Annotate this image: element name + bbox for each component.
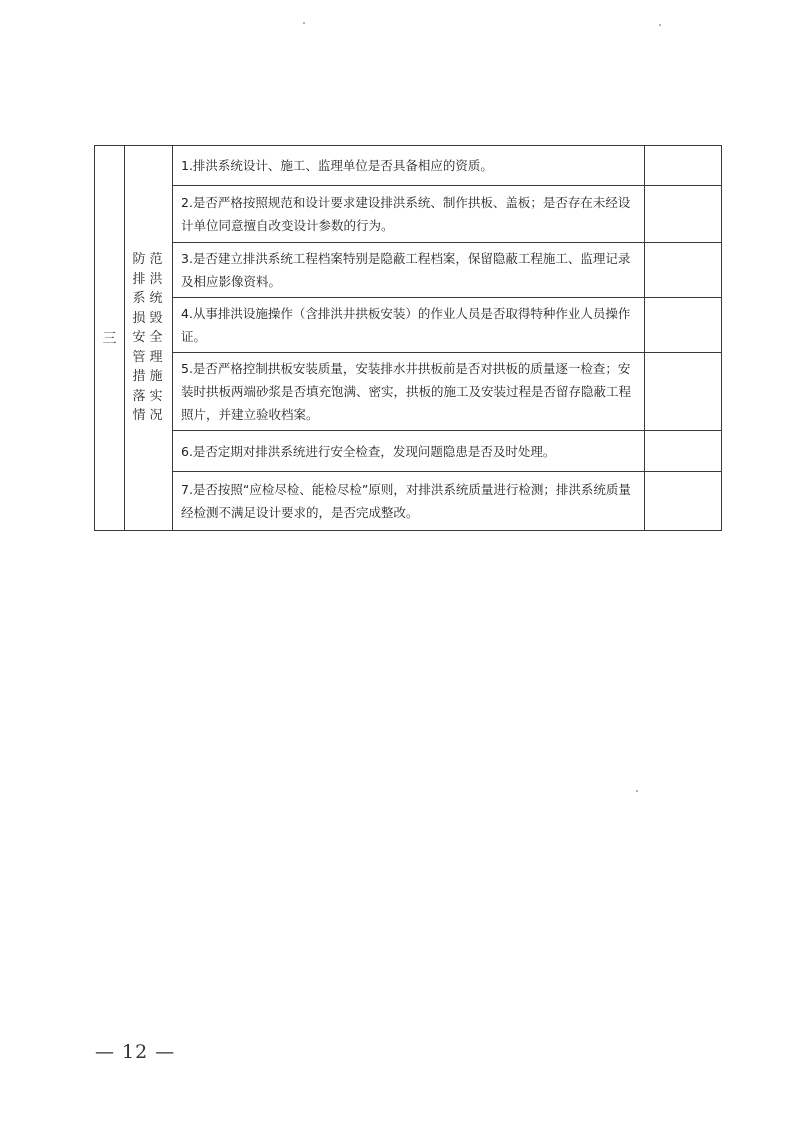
result-cell-3[interactable] (645, 243, 722, 298)
check-item-6: 6.是否定期对排洪系统进行安全检查，发现问题隐患是否及时处理。 (173, 431, 645, 472)
check-item-5: 5.是否严格控制拱板安装质量，安装排水井拱板前是否对拱板的质量逐一检查；安装时拱板两端砂浆是否填充饱满、密实，拱板的施工及安装过程是否留存隐蔽工程照片，并建立验收档案。 (173, 353, 645, 431)
table-row (95, 186, 722, 243)
result-cell-1[interactable] (645, 146, 722, 186)
result-cell-6[interactable] (645, 431, 722, 472)
table-row (95, 146, 722, 186)
table-row (95, 431, 722, 472)
category-cell (125, 146, 173, 531)
table-row (95, 472, 722, 531)
section-number-cell: 三 (95, 146, 125, 531)
check-item-3: 3.是否建立排洪系统工程档案特别是隐蔽工程档案，保留隐蔽工程施工、监理记录及相应影像资料。 (173, 243, 645, 298)
scan-speck (303, 22, 305, 24)
scan-speck (636, 790, 638, 792)
scan-speck (659, 24, 661, 26)
table-row (95, 243, 722, 298)
safety-checklist-table (94, 145, 722, 531)
page-number: — 12 — (95, 1041, 176, 1063)
result-cell-7[interactable] (645, 472, 722, 531)
check-item-7: 7.是否按照“应检尽检、能检尽检”原则，对排洪系统质量进行检测；排洪系统质量经检测不满足设计要求的，是否完成整改。 (173, 472, 645, 531)
check-item-1: 1.排洪系统设计、施工、监理单位是否具备相应的资质。 (173, 146, 645, 186)
result-cell-2[interactable] (645, 186, 722, 243)
table-row (95, 298, 722, 353)
category-label: 防范排洪系统损毁安全管理措施落实情况 (132, 252, 167, 424)
table-row (95, 353, 722, 431)
result-cell-5[interactable] (645, 353, 722, 431)
check-item-2: 2.是否严格按照规范和设计要求建设排洪系统、制作拱板、盖板；是否存在未经设计单位同意擅自改变设计参数的行为。 (173, 186, 645, 243)
check-item-4: 4.从事排洪设施操作（含排洪井拱板安装）的作业人员是否取得特种作业人员操作证。 (173, 298, 645, 353)
result-cell-4[interactable] (645, 298, 722, 353)
